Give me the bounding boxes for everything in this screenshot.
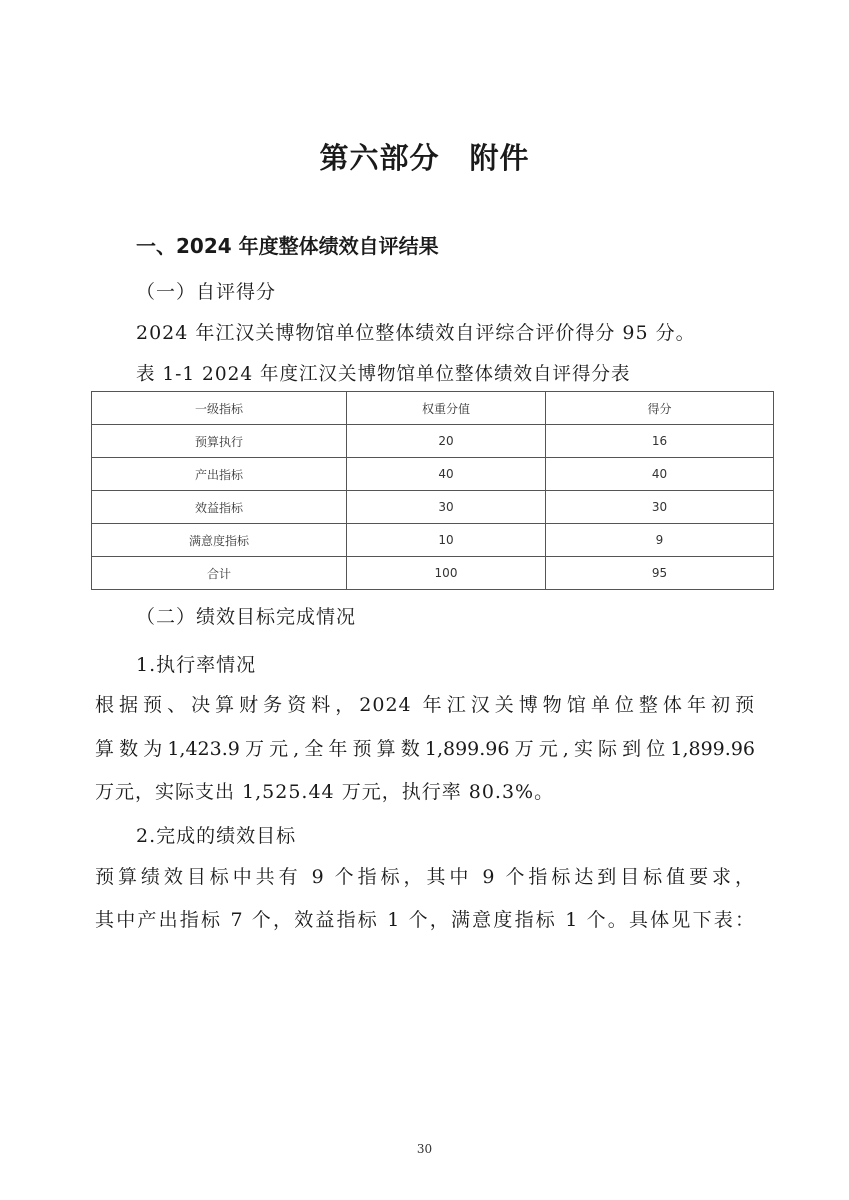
section-heading: 一、2024 年度整体绩效自评结果	[136, 234, 439, 258]
cell-weight: 10	[347, 524, 546, 557]
table-row	[92, 458, 774, 491]
table-caption: 表 1-1 2024 年度江汉关博物馆单位整体绩效自评得分表	[136, 364, 631, 385]
table-header-row	[92, 392, 774, 425]
cell-score: 40	[546, 458, 774, 491]
header-score: 得分	[546, 392, 774, 425]
page-title-name: 附件	[469, 141, 530, 175]
paragraph-line: 预算绩效目标中共有 9 个指标，其中 9 个指标达到目标值要求，	[95, 866, 755, 888]
cell-score: 30	[546, 491, 774, 524]
cell-weight: 40	[347, 458, 546, 491]
table-row	[92, 425, 774, 458]
table-row-total	[92, 557, 774, 590]
score-summary-text: 2024 年江汉关博物馆单位整体绩效自评综合评价得分 95 分。	[136, 322, 696, 344]
header-weight: 权重分值	[347, 392, 546, 425]
cell-score: 95	[546, 557, 774, 590]
page-number: 30	[416, 1142, 433, 1156]
item-heading-execution-rate: 1.执行率情况	[136, 654, 257, 676]
cell-score: 9	[546, 524, 774, 557]
paragraph-line: 其中产出指标 7 个，效益指标 1 个，满意度指标 1 个。具体见下表：	[95, 909, 755, 931]
paragraph-line: 万元，实际支出 1,525.44 万元，执行率 80.3%。	[95, 781, 555, 803]
paragraph-line: 算数为1,423.9万元,全年预算数1,899.96万元,实际到位1,899.96	[95, 738, 755, 760]
subsection-heading-score: （一）自评得分	[136, 281, 277, 303]
page-title-part: 第六部分	[319, 141, 440, 175]
header-indicator: 一级指标	[92, 392, 347, 425]
cell-weight: 20	[347, 425, 546, 458]
cell-indicator: 预算执行	[92, 425, 347, 458]
table-row	[92, 524, 774, 557]
cell-indicator: 效益指标	[92, 491, 347, 524]
cell-weight: 30	[347, 491, 546, 524]
paragraph-line: 根据预、决算财务资料，2024 年江汉关博物馆单位整体年初预	[95, 694, 755, 716]
cell-indicator: 满意度指标	[92, 524, 347, 557]
cell-weight: 100	[347, 557, 546, 590]
item-heading-goals: 2.完成的绩效目标	[136, 825, 297, 847]
page-title	[0, 136, 849, 177]
cell-score: 16	[546, 425, 774, 458]
subsection-heading-goals: （二）绩效目标完成情况	[136, 606, 357, 628]
cell-indicator: 产出指标	[92, 458, 347, 491]
cell-indicator: 合计	[92, 557, 347, 590]
table-row	[92, 491, 774, 524]
score-table	[91, 391, 774, 590]
